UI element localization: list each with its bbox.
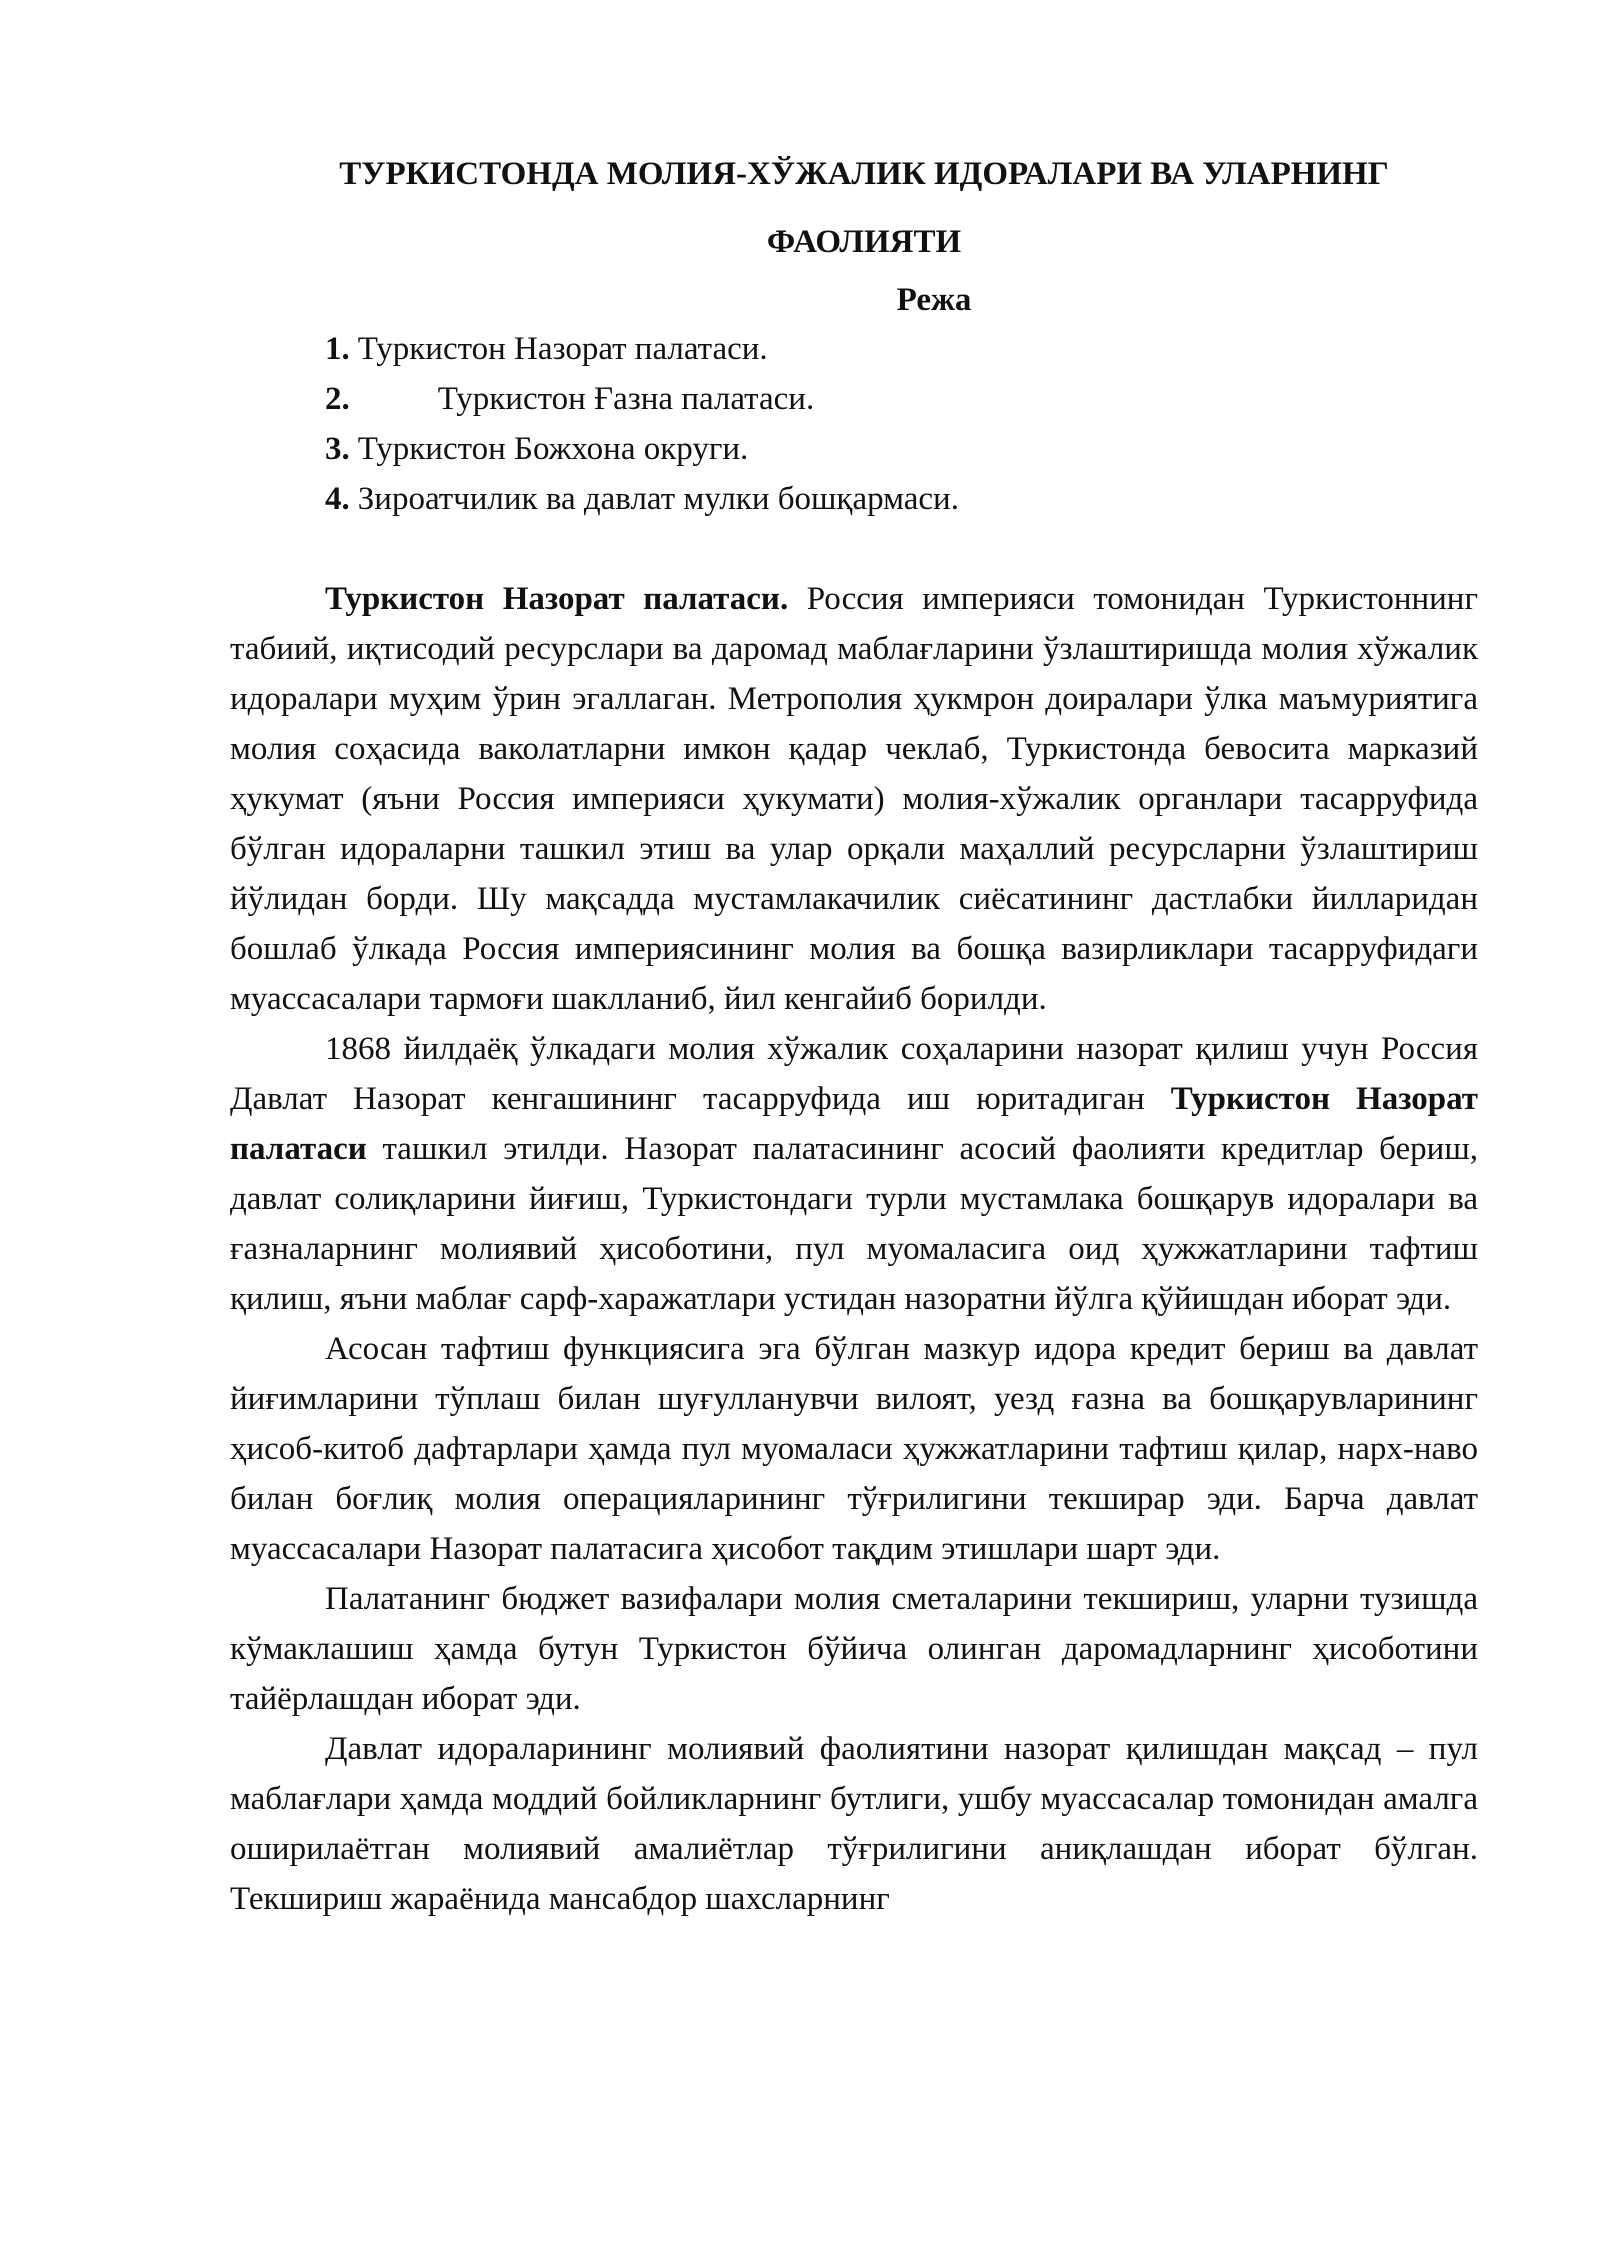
paragraph-5: Давлат идораларининг молиявий фаолиятини назорат қилишдан мақсад – пул маблағлари ҳамда моддий бойликларнинг бутлиги, ушбу муассасалар томонидан амалга оширилаётган молиявий амалиётлар тўғрилигини аниқлашдан иборат бўлган. Текшириш жараёнида мансабдор шахсларнинг — [230, 1731, 1478, 1917]
plan-item-number: 3. — [325, 431, 350, 467]
plan-item-1 — [325, 324, 1478, 374]
document-body — [230, 140, 1478, 1924]
document-title — [230, 140, 1478, 276]
plan-item-number: 1. — [325, 331, 350, 367]
paragraph-2-bold-term: Туркистон Назорат палатаси — [230, 1081, 1478, 1167]
plan-item-text: Зироатчилик ва давлат мулки бошқармаси. — [357, 481, 959, 517]
plan-list — [230, 324, 1478, 524]
paragraph-3: Асосан тафтиш функциясига эга бўлган мазкур идора кредит бериш ва давлат йиғимларини тўплаш билан шуғулланувчи вилоят, уезд ғазна ва бошқарувларининг ҳисоб-китоб дафтарлари ҳамда пул муомаласи ҳужжатларини тафтиш қилар, нарх-наво билан боғлиқ молия операцияларининг тўғрилигини текширар эди. Барча давлат муассасалари Назорат палатасига ҳисобот тақдим этишлари шарт эди. — [230, 1331, 1478, 1567]
paragraph-1 — [230, 574, 1478, 1024]
plan-item-text: Туркистон Назорат палатаси. — [357, 331, 768, 367]
plan-item-number: 2. — [325, 381, 350, 417]
plan-item-3 — [325, 424, 1478, 474]
paragraph-4: Палатанинг бюджет вазифалари молия сметаларини текшириш, уларни тузишда кўмаклашиш ҳамда бутун Туркистон бўйича олинган даромадларнинг ҳисоботини тайёрлашдан иборат эди. — [230, 1581, 1478, 1717]
plan-heading: Режа — [896, 282, 972, 318]
plan-item-number: 4. — [325, 481, 350, 517]
paragraph-2-text-before: 1868 йилдаёқ ўлкадаги молия хўжалик соҳаларини назорат қилиш учун Россия Давлат Назорат кенгашининг тасарруфида иш юритадиган — [230, 1031, 1478, 1117]
title-line-2: ФАОЛИЯТИ — [766, 224, 962, 260]
paragraph-1-text: Россия империяси томонидан Туркистоннинг табиий, иқтисодий ресурслари ва даромад маблағларини ўзлаштиришда молия хўжалик идоралари муҳим ўрин эгаллаган. Метрополия ҳукмрон доиралари ўлка маъмуриятига молия соҳасида ваколатларни имкон қадар чеклаб, Туркистонда бевосита марказий ҳукумат (яъни Россия империяси ҳукумати) молия-хўжалик органлари тасарруфида бўлган идораларни ташкил этиш ва улар орқали маҳаллий ресурсларни ўзлаштириш йўлидан борди. Шу мақсадда мустамлакачилик сиёсатининг дастлабки йилларидан бошлаб ўлкада Россия империясининг молия ва бошқа вазирликлари тасарруфидаги муассасалари тармоғи шаклланиб, йил кенгайиб борилди. — [230, 581, 1479, 1017]
paragraph-2-text-after: ташкил этилди. Назорат палатасининг асосий фаолияти кредитлар бериш, давлат солиқларини йиғиш, Туркистондаги турли мустамлака бошқарув идоралари ва ғазналарнинг молиявий ҳисоботини, пул муомаласига оид ҳужжатларини тафтиш қилиш, яъни маблағ сарф-харажатлари устидан назоратни йўлга қўйишдан иборат эди. — [230, 1131, 1478, 1317]
plan-item-2 — [325, 374, 1478, 424]
title-line-1: ТУРКИСТОНДА МОЛИЯ-ХЎЖАЛИК ИДОРАЛАРИ ВА УЛАРНИНГ — [339, 156, 1389, 192]
plan-item-4 — [325, 474, 1478, 524]
paragraph-2 — [230, 1024, 1478, 1324]
plan-item-text: Туркистон Ғазна палатаси. — [437, 381, 815, 417]
paragraph-1-heading: Туркистон Назорат палатаси. — [325, 581, 789, 617]
plan-item-text: Туркистон Божхона округи. — [357, 431, 749, 467]
